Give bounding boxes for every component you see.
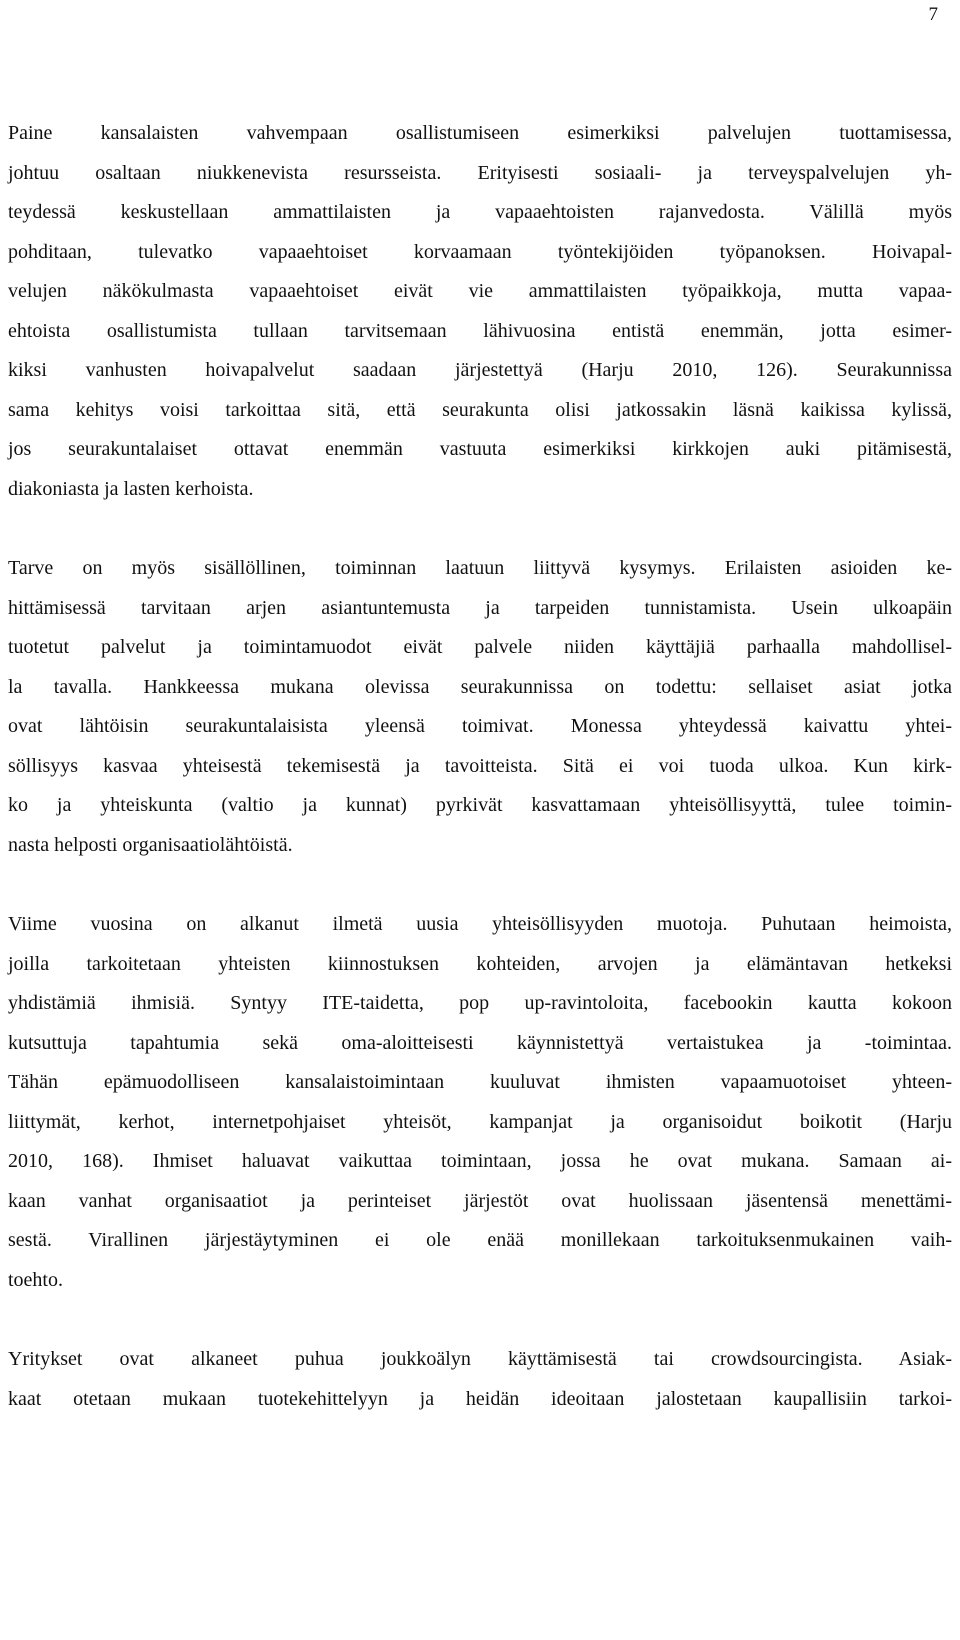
text-line: la tavalla. Hankkeessa mukana olevissa seurakunnissa on todettu: sellaiset asiat jotka bbox=[8, 675, 952, 698]
paragraph-4 bbox=[8, 1340, 952, 1419]
paragraph-gap bbox=[8, 509, 952, 549]
text-line: Tähän epämuodolliseen kansalaistoimintaan kuuluvat ihmisten vapaamuotoiset yhteen- bbox=[8, 1071, 952, 1093]
text-line: tuotetut palvelut ja toimintamuodot eivät palvele niiden käyttäjiä parhaalla mahdollisel- bbox=[8, 636, 952, 658]
text-line: teydessä keskustellaan ammattilaisten ja vapaaehtoisten rajanvedosta. Välillä myös bbox=[8, 201, 952, 223]
text-line: kiksi vanhusten hoivapalvelut saadaan järjestettyä (Harju 2010, 126). Seurakunnissa bbox=[8, 359, 952, 381]
page-number: 7 bbox=[928, 4, 938, 25]
paragraph-gap bbox=[8, 865, 952, 905]
document-body bbox=[8, 114, 952, 1419]
text-line: kaan vanhat organisaatiot ja perinteiset järjestöt ovat huolissaan jäsentensä menettämi- bbox=[8, 1189, 952, 1212]
text-line: sestä. Virallinen järjestäytyminen ei ole enää monillekaan tarkoituksenmukainen vaih- bbox=[8, 1229, 952, 1251]
text-line: Tarve on myös sisällöllinen, toiminnan laatuun liittyvä kysymys. Erilaisten asioiden ke- bbox=[8, 557, 952, 579]
text-line: toehto. bbox=[8, 1268, 63, 1291]
text-line: diakoniasta ja lasten kerhoista. bbox=[8, 477, 254, 500]
text-line: johtuu osaltaan niukkenevista resursseista. Erityisesti sosiaali- ja terveyspalvelujen yh- bbox=[8, 161, 952, 184]
text-line: ovat lähtöisin seurakuntalaisista yleensä toimivat. Monessa yhteydessä kaivattu yhtei- bbox=[8, 715, 952, 737]
text-line: liittymät, kerhot, internetpohjaiset yhteisöt, kampanjat ja organisoidut boikotit (Harju bbox=[8, 1110, 952, 1133]
text-line: kutsuttuja tapahtumia sekä oma-aloitteisesti käynnistettyä vertaistukea ja -toimintaa. bbox=[8, 1031, 952, 1054]
text-line: Paine kansalaisten vahvempaan osallistumiseen esimerkiksi palvelujen tuottamisessa, bbox=[8, 122, 952, 144]
paragraph-2 bbox=[8, 549, 952, 865]
text-line: nasta helposti organisaatiolähtöistä. bbox=[8, 833, 293, 856]
paragraph-3 bbox=[8, 905, 952, 1300]
text-line: jos seurakuntalaiset ottavat enemmän vastuuta esimerkiksi kirkkojen auki pitämisestä, bbox=[8, 438, 952, 460]
text-line: joilla tarkoitetaan yhteisten kiinnostuksen kohteiden, arvojen ja elämäntavan hetkeksi bbox=[8, 952, 952, 975]
text-line: yhdistämiä ihmisiä. Syntyy ITE-taidetta, pop up-ravintoloita, facebookin kautta kokoon bbox=[8, 992, 952, 1014]
text-line: sama kehitys voisi tarkoittaa sitä, että seurakunta olisi jatkossakin läsnä kaikissa kylissä, bbox=[8, 398, 952, 421]
text-line: söllisyys kasvaa yhteisestä tekemisestä ja tavoitteista. Sitä ei voi tuoda ulkoa. Kun kirk- bbox=[8, 754, 952, 777]
text-line: pohditaan, tulevatko vapaaehtoiset korvaamaan työntekijöiden työpanoksen. Hoivapal- bbox=[8, 240, 952, 263]
text-line: hittämisessä tarvitaan arjen asiantuntemusta ja tarpeiden tunnistamista. Usein ulkoapäin bbox=[8, 596, 952, 619]
paragraph-gap bbox=[8, 1300, 952, 1340]
text-line: velujen näkökulmasta vapaaehtoiset eivät vie ammattilaisten työpaikkoja, mutta vapaa- bbox=[8, 280, 952, 302]
text-line: ko ja yhteiskunta (valtio ja kunnat) pyrkivät kasvattamaan yhteisöllisyyttä, tulee toimin- bbox=[8, 794, 952, 816]
text-line: 2010, 168). Ihmiset haluavat vaikuttaa toimintaan, jossa he ovat mukana. Samaan ai- bbox=[8, 1150, 952, 1172]
text-line: ehtoista osallistumista tullaan tarvitsemaan lähivuosina entistä enemmän, jotta esimer- bbox=[8, 319, 952, 342]
text-line: Viime vuosina on alkanut ilmetä uusia yhteisöllisyyden muotoja. Puhutaan heimoista, bbox=[8, 913, 952, 935]
text-line: kaat otetaan mukaan tuotekehittelyyn ja heidän ideoitaan jalostetaan kaupallisiin tarkoi- bbox=[8, 1387, 952, 1410]
paragraph-1 bbox=[8, 114, 952, 509]
text-line: Yritykset ovat alkaneet puhua joukkoälyn käyttämisestä tai crowdsourcingista. Asiak- bbox=[8, 1348, 952, 1370]
